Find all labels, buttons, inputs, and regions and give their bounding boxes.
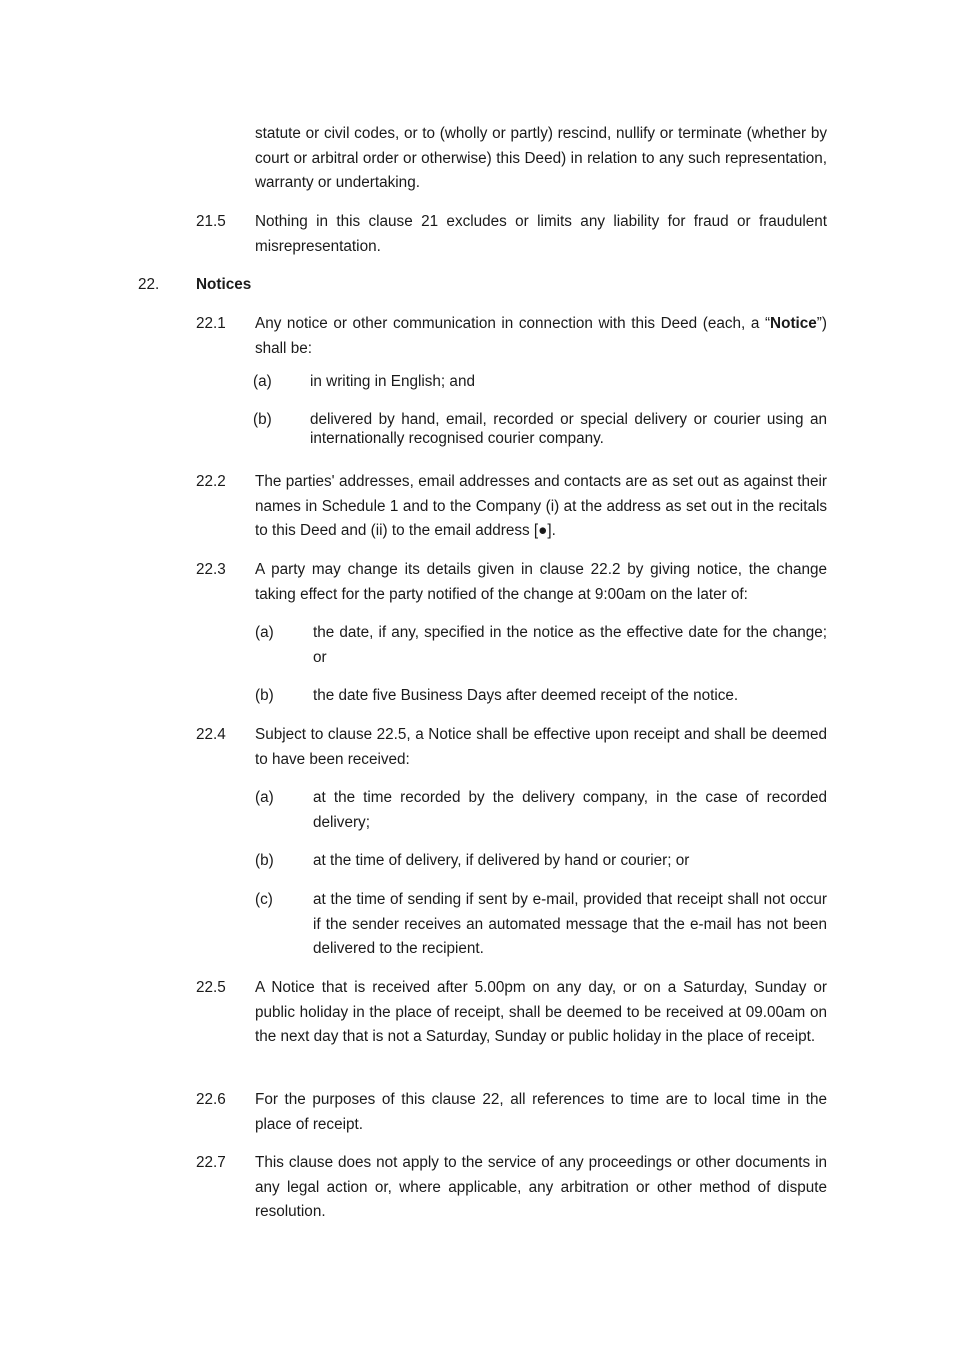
- clause-number: 22.2: [196, 473, 226, 490]
- item-label: (b): [255, 852, 274, 869]
- clause-22-1-text-after: ”) shall be:: [255, 315, 827, 357]
- clause-number: 22.6: [196, 1091, 226, 1108]
- clause-22-6-text: For the purposes of this clause 22, all references to time are to local time in the place of receipt.: [255, 1091, 827, 1133]
- list-item-text: at the time of delivery, if delivered by hand or courier; or: [313, 852, 690, 869]
- list-item-text: at the time of sending if sent by e-mail, provided that receipt shall not occur if the sender receives an automated message that the e-mail has not been delivered to the recipient.: [313, 891, 827, 957]
- clause-22-4-text: Subject to clause 22.5, a Notice shall be effective upon receipt and shall be deemed to have been received:: [255, 726, 827, 768]
- clause-22-5-text: A Notice that is received after 5.00pm on any day, or on a Saturday, Sunday or public holiday in the place of receipt, shall be deemed to be received at 09.00am on the next day that is not a Saturday, Sunday or public holiday in the place of receipt.: [255, 979, 827, 1045]
- list-item-text: the date, if any, specified in the notice as the effective date for the change; or: [313, 624, 827, 666]
- clause-21-5-text: Nothing in this clause 21 excludes or limits any liability for fraud or fraudulent misrepresentation.: [255, 213, 827, 255]
- clause-number: 22.5: [196, 979, 226, 996]
- clause-22-7-text: This clause does not apply to the service of any proceedings or other documents in any legal action or, where applicable, any arbitration or other method of dispute resolution.: [255, 1154, 827, 1220]
- item-label: (a): [255, 624, 274, 641]
- clause-number: 22.3: [196, 561, 226, 578]
- clause-number: 21.5: [196, 213, 226, 230]
- list-item-text: in writing in English; and: [310, 373, 475, 390]
- section-heading: Notices: [196, 276, 252, 293]
- clause-22-1-text: [255, 312, 827, 361]
- item-label: (b): [253, 411, 272, 428]
- defined-term-notice: Notice: [770, 315, 817, 332]
- section-number: 22.: [138, 276, 160, 293]
- clause-22-1-text-before: Any notice or other communication in connection with this Deed (each, a “: [255, 315, 771, 332]
- list-item-text: at the time recorded by the delivery company, in the case of recorded delivery;: [313, 789, 827, 831]
- clause-22-3-text: A party may change its details given in clause 22.2 by giving notice, the change taking effect for the party notified of the change at 9:00am on the later of:: [255, 561, 827, 603]
- list-item-text: the date five Business Days after deemed receipt of the notice.: [313, 687, 739, 704]
- clause-number: 22.4: [196, 726, 226, 743]
- list-item-text: delivered by hand, email, recorded or special delivery or courier using an internationally recognised courier company.: [310, 411, 827, 447]
- item-label: (a): [253, 373, 272, 390]
- continuation-paragraph: statute or civil codes, or to (wholly or partly) rescind, nullify or terminate (whether by court or arbitral order or otherwise) this Deed) in relation to any such representation, warranty or undertaking.: [255, 125, 827, 191]
- clause-number: 22.1: [196, 315, 226, 332]
- item-label: (a): [255, 789, 274, 806]
- item-label: (b): [255, 687, 274, 704]
- clause-22-2-text: The parties' addresses, email addresses and contacts are as set out as against their names in Schedule 1 and to the Company (i) at the address as set out in the recitals to this Deed and (ii) to the email address [●].: [255, 473, 827, 539]
- item-label: (c): [255, 891, 273, 908]
- clause-number: 22.7: [196, 1154, 226, 1171]
